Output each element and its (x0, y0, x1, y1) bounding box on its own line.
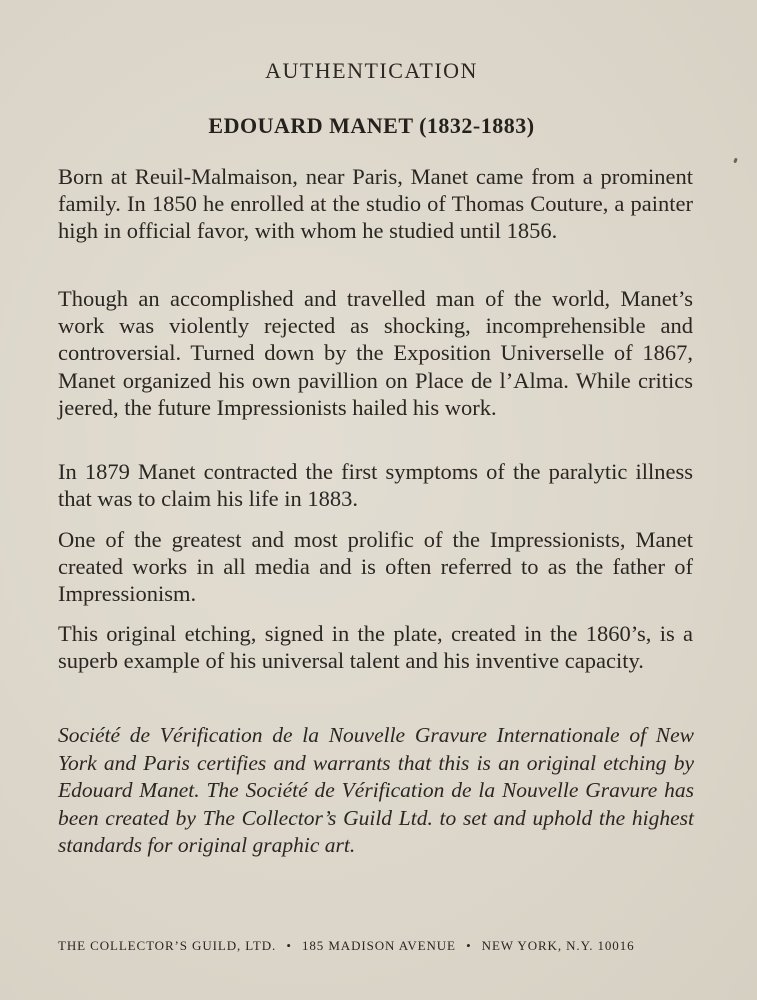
biography-paragraph-1: Born at Reuil-Malmaison, near Paris, Manet came from a prominent family. In 1850 he enrolled at the studio of Thomas Couture, a painter high in official favor, with whom he studied until 1856. (58, 164, 693, 244)
footer-city: NEW YORK, N.Y. 10016 (481, 938, 635, 953)
document-title: AUTHENTICATION (265, 58, 478, 83)
artist-heading: EDOUARD MANET (1832-1883) (208, 113, 535, 138)
biography-paragraph-3: In 1879 Manet contracted the first symptoms of the paralytic illness that was to claim his life in 1883. (58, 459, 693, 512)
footer-separator: • (466, 938, 472, 953)
biography-paragraph-2: Though an accomplished and travelled man of the world, Manet’s work was violently rejected as shocking, incomprehensible and controversial. Turned down by the Exposition Universelle of 1867, Manet organized his own pavillion on Place de l’Alma. While critics jeered, the future Impressionists hailed his work. (58, 286, 693, 420)
footer-company: THE COLLECTOR’S GUILD, LTD. (58, 938, 277, 953)
etching-description-paragraph: This original etching, signed in the plate, created in the 1860’s, is a superb example of his universal talent and his inventive capacity. (58, 621, 693, 674)
footer-street: 185 MADISON AVENUE (301, 938, 456, 953)
publisher-footer (58, 938, 698, 954)
biography-paragraph-4: One of the greatest and most prolific of the Impressionists, Manet created works in all media and is often referred to as the father of Impressionism. (58, 527, 693, 607)
paper-speck (733, 158, 738, 164)
footer-separator: • (286, 938, 292, 953)
certification-statement: Société de Vérification de la Nouvelle Gravure Internationale of New York and Paris certifies and warrants that this is an original etching by Edouard Manet. The Société de Vérification de la Nouvelle Gravure has been created by The Collector’s Guild Ltd. to set and uphold the highest standards for original graphic art. (58, 723, 694, 858)
